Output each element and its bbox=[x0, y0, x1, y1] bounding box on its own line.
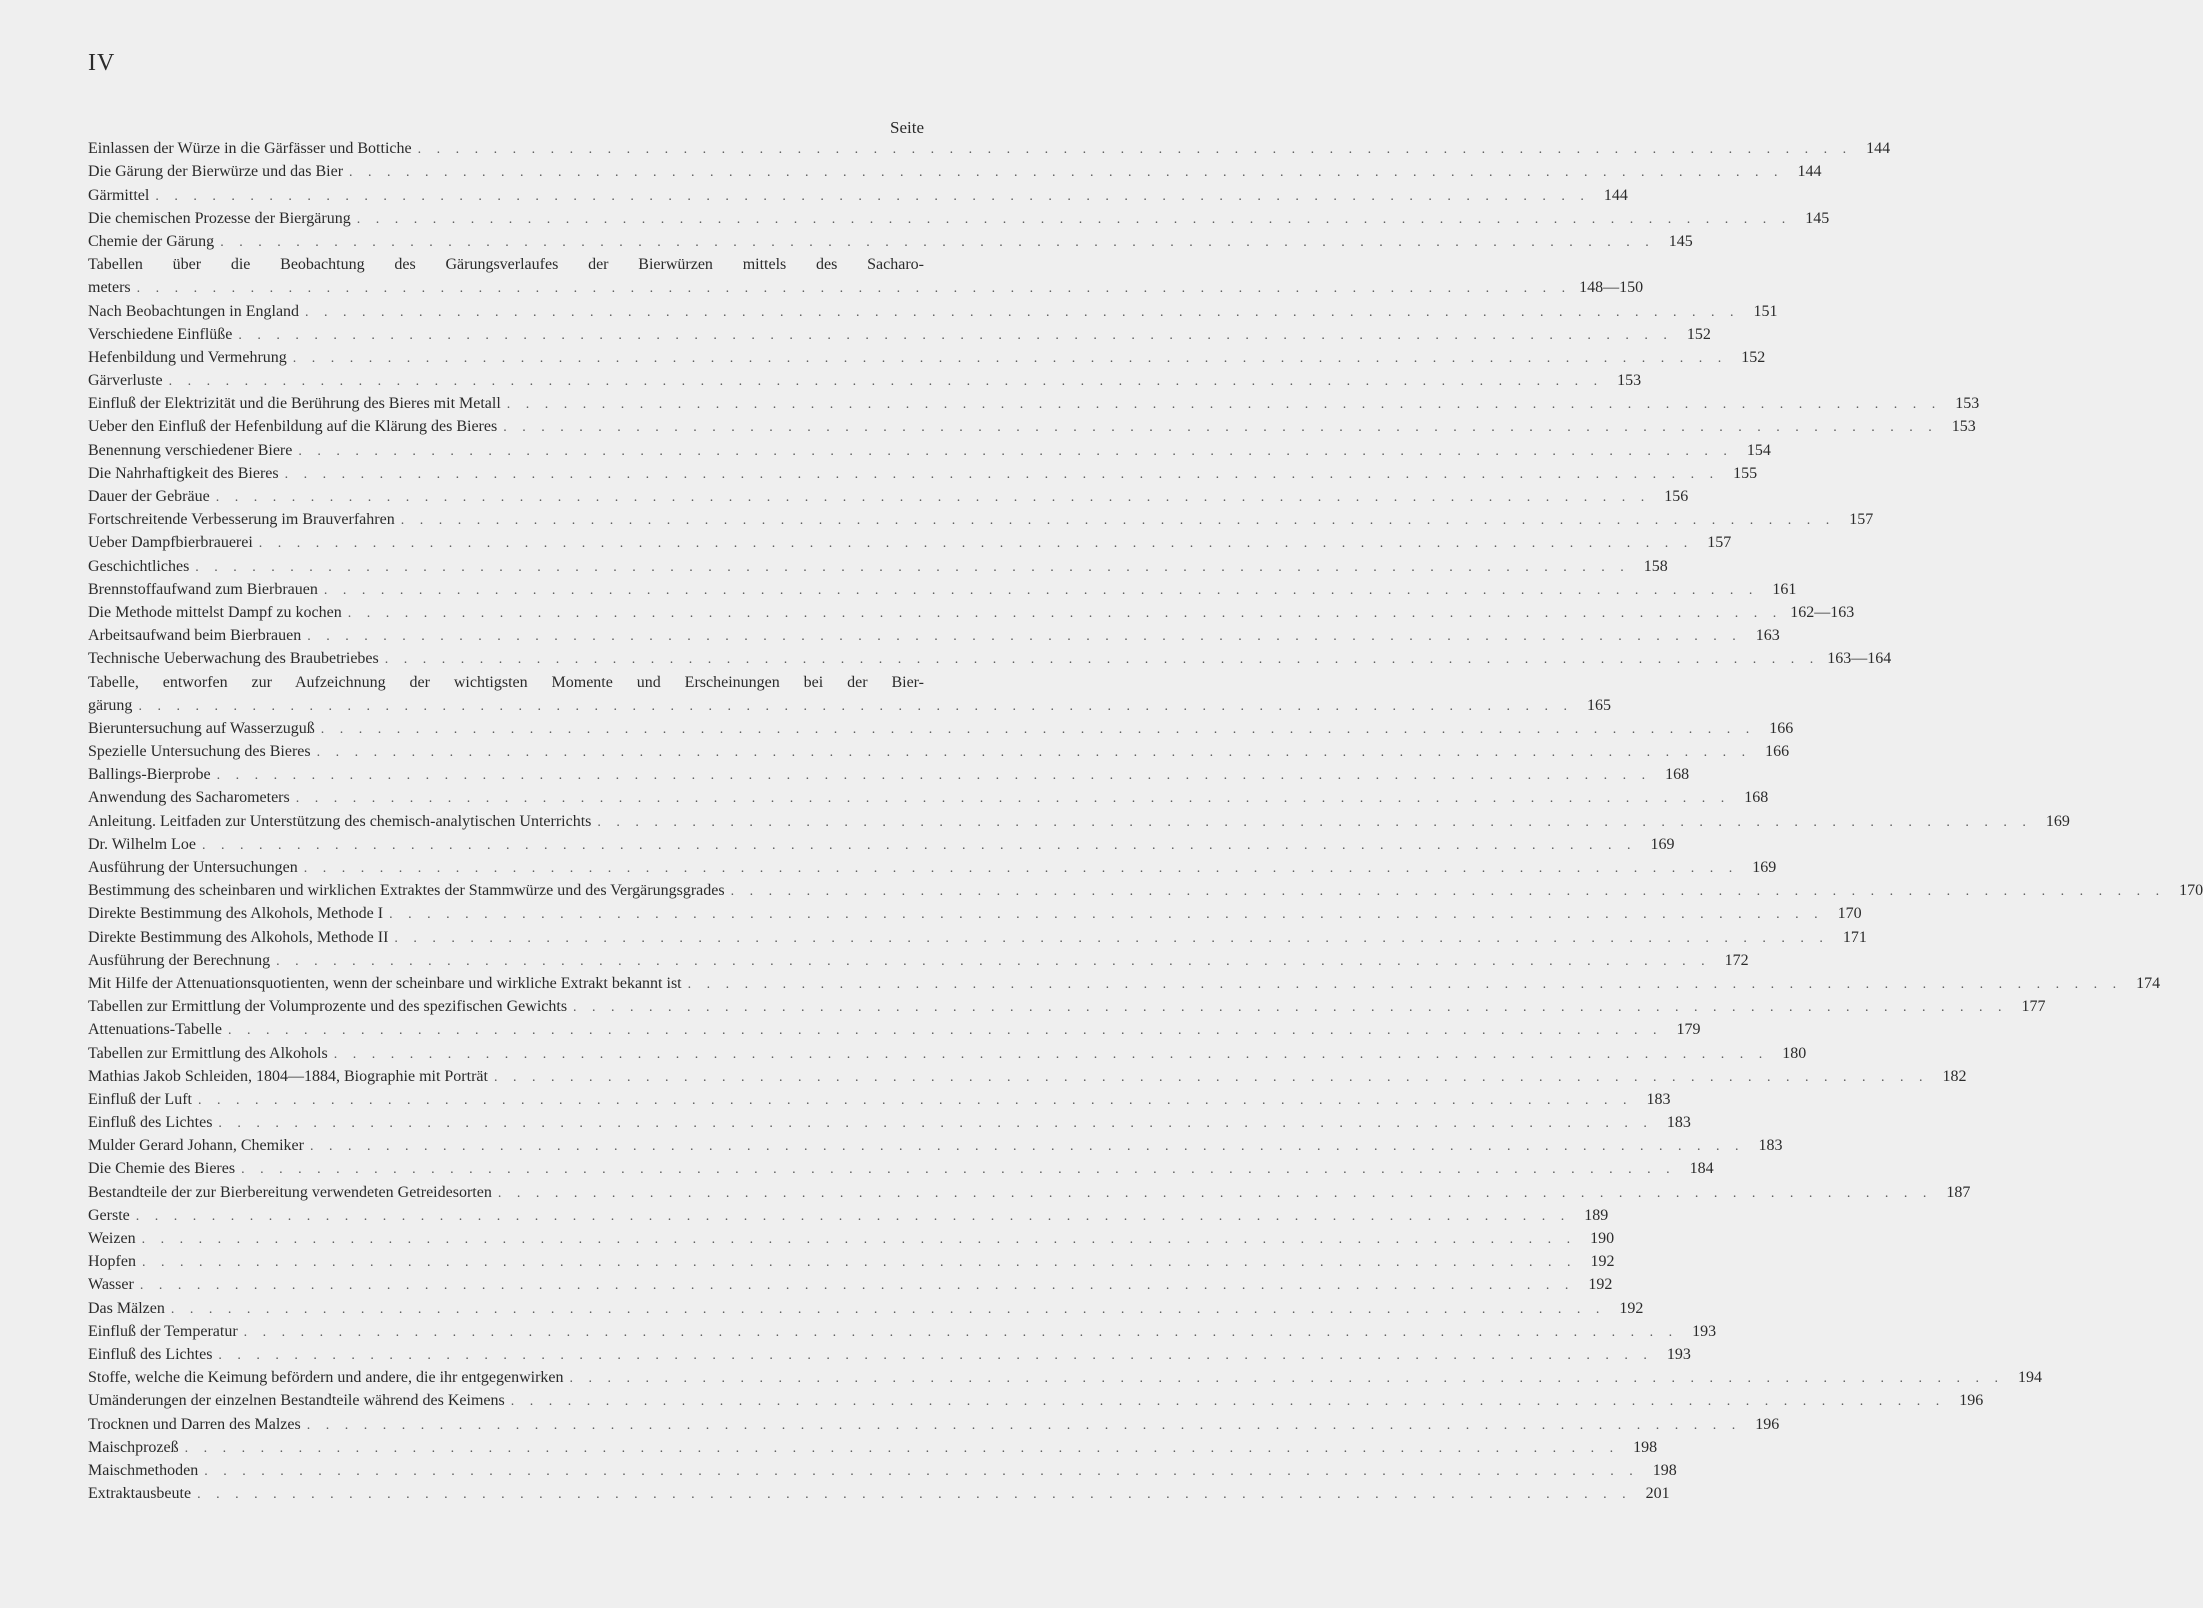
toc-entry bbox=[88, 553, 1668, 576]
toc-entry-title: Extraktausbeute bbox=[88, 1485, 192, 1503]
toc-entry-page: 184 bbox=[1689, 1160, 1714, 1178]
toc-entry bbox=[88, 1342, 1691, 1365]
toc-entry-page: 194 bbox=[2018, 1369, 2043, 1387]
toc-entry-title: Bestimmung des scheinbaren und wirklichen Extraktes der Stammwürze und des Vergärungsgrades bbox=[88, 882, 725, 900]
toc-entry-page: 158 bbox=[1643, 557, 1668, 575]
dot-leader bbox=[276, 953, 1711, 971]
toc-entry-page: 144 bbox=[1797, 163, 1822, 181]
toc-entry-page: 151 bbox=[1753, 302, 1778, 320]
toc-entry-page: 165 bbox=[1586, 696, 1611, 714]
dot-leader bbox=[197, 1486, 1632, 1504]
toc-entry-page: 168 bbox=[1744, 789, 1769, 807]
toc-entry-title: Arbeitsaufwand beim Bierbrauen bbox=[88, 627, 302, 645]
toc-entry bbox=[88, 484, 1689, 507]
page-number: IV bbox=[88, 50, 116, 76]
toc-entry-page: 196 bbox=[1959, 1392, 1984, 1410]
toc-entry-page: 189 bbox=[1584, 1206, 1609, 1224]
toc-entry-title: Gärmittel bbox=[88, 186, 150, 204]
dot-leader bbox=[138, 698, 1573, 716]
toc-entry bbox=[88, 345, 1766, 368]
toc-entry-title: Ausführung der Untersuchungen bbox=[88, 859, 298, 876]
dot-leader bbox=[401, 512, 1836, 530]
toc-entry bbox=[88, 1087, 1671, 1110]
toc-entry bbox=[88, 901, 1862, 924]
dot-leader bbox=[285, 466, 1720, 484]
toc-entry-title: Ueber den Einfluß der Hefenbildung auf die Klärung des Bieres bbox=[88, 418, 498, 436]
toc-entry-title: meters bbox=[88, 279, 131, 297]
toc-entry bbox=[88, 577, 1797, 600]
toc-entry bbox=[88, 159, 1822, 182]
toc-entry-title: Direkte Bestimmung des Alkohols, Methode II bbox=[88, 928, 389, 946]
toc-entry bbox=[88, 762, 1690, 785]
toc-entry-page: 161 bbox=[1772, 580, 1797, 598]
dot-leader bbox=[357, 211, 1792, 229]
toc-entry-title: Fortschreitende Verbesserung im Brauverfahren bbox=[88, 511, 395, 529]
dot-leader bbox=[140, 1277, 1575, 1295]
toc-entry-title: Nach Beobachtungen in England bbox=[88, 302, 300, 320]
dot-leader bbox=[218, 1115, 1653, 1133]
toc-entry bbox=[88, 948, 1749, 971]
toc-entry bbox=[88, 808, 2070, 831]
toc-entry-page: 182 bbox=[1942, 1067, 1967, 1085]
toc-entry-title: gärung bbox=[88, 696, 133, 714]
dot-leader bbox=[137, 280, 1572, 298]
dot-leader bbox=[220, 234, 1655, 252]
toc-entry bbox=[88, 368, 1642, 391]
dot-leader bbox=[310, 1138, 1745, 1156]
dot-leader bbox=[296, 790, 1731, 808]
toc-entry bbox=[88, 600, 1855, 623]
toc-entry bbox=[88, 252, 924, 275]
dot-leader bbox=[570, 1370, 2005, 1388]
toc-entry-title: Direkte Bestimmung des Alkohols, Methode I bbox=[88, 905, 384, 923]
dot-leader bbox=[511, 1393, 1946, 1411]
toc-entry-title: Mit Hilfe der Attenuationsquotienten, wenn der scheinbare und wirkliche Extrakt bekannt ist bbox=[88, 974, 682, 992]
toc-entry-page: 144 bbox=[1603, 186, 1628, 204]
toc-entry-page: 174 bbox=[2136, 974, 2161, 992]
page-column-label: Seite bbox=[890, 118, 924, 137]
toc-entry bbox=[88, 298, 1778, 321]
toc-entry-title: Maischprozeß bbox=[88, 1438, 179, 1456]
toc-entry-page: 177 bbox=[2021, 998, 2046, 1016]
dot-leader bbox=[507, 396, 1942, 414]
dot-leader bbox=[238, 327, 1673, 345]
toc-entry-title: Die Methode mittelst Dampf zu kochen bbox=[88, 603, 342, 621]
toc-entry-title: Verschiedene Einflüße bbox=[88, 325, 233, 343]
toc-entry-title: Umänderungen der einzelnen Bestandteile während des Keimens bbox=[88, 1392, 505, 1410]
toc-entry bbox=[88, 693, 1611, 716]
dot-leader bbox=[142, 1231, 1577, 1249]
toc-entry bbox=[88, 1156, 1714, 1179]
toc-entry-page: 154 bbox=[1746, 441, 1771, 459]
toc-entry-title: Maischmethoden bbox=[88, 1461, 199, 1479]
toc-entry bbox=[88, 1388, 1984, 1411]
toc-entry-title: Die Gärung der Bierwürze und das Bier bbox=[88, 163, 344, 181]
toc-entry bbox=[88, 1040, 1807, 1063]
toc-entry-title: Einfluß des Lichtes bbox=[88, 1345, 213, 1363]
toc-entry-page: 193 bbox=[1692, 1322, 1717, 1340]
toc-entry-title: Geschichtliches bbox=[88, 557, 190, 575]
toc-entry bbox=[88, 855, 1777, 878]
dot-leader bbox=[171, 1301, 1606, 1319]
toc-entry-page: 192 bbox=[1590, 1253, 1615, 1271]
toc-entry-title: Einlassen der Würze in die Gärfässer und Bottiche bbox=[88, 140, 412, 158]
dot-leader bbox=[389, 906, 1824, 924]
toc-entry-title: Benennung verschiedener Biere bbox=[88, 441, 293, 459]
toc-entry-page: 148—150 bbox=[1579, 279, 1644, 297]
toc-entry bbox=[88, 924, 1867, 947]
dot-leader bbox=[307, 1417, 1742, 1435]
toc-entry-title: Die Nahrhaftigkeit des Bieres bbox=[88, 464, 279, 482]
toc-entry-page: 157 bbox=[1849, 511, 1874, 529]
toc-entry-title: Dauer der Gebräue bbox=[88, 488, 210, 505]
toc-entry-title: Einfluß der Luft bbox=[88, 1090, 192, 1108]
toc-entry bbox=[88, 1458, 1677, 1481]
toc-entry bbox=[88, 1110, 1691, 1133]
toc-entry-page: 145 bbox=[1805, 209, 1830, 227]
toc-entry bbox=[88, 1226, 1615, 1249]
toc-entry bbox=[88, 391, 1980, 414]
toc-entry bbox=[88, 1272, 1613, 1295]
dot-leader bbox=[228, 1022, 1663, 1040]
toc-entry-title: Mulder Gerard Johann, Chemiker bbox=[88, 1137, 304, 1155]
toc-entry-title: Einfluß des Lichtes bbox=[88, 1114, 213, 1132]
dot-leader bbox=[305, 304, 1740, 322]
toc-entry-title: Tabellen zur Ermittlung des Alkohols bbox=[88, 1044, 328, 1062]
toc-entry-page: 163 bbox=[1755, 627, 1780, 645]
toc-entry bbox=[88, 1435, 1658, 1458]
toc-entry-title: Trocknen und Darren des Malzes bbox=[88, 1415, 301, 1433]
toc-entry-title: Ausführung der Berechnung bbox=[88, 951, 271, 969]
toc-entry-page: 193 bbox=[1666, 1345, 1691, 1363]
toc-entry bbox=[88, 437, 1771, 460]
toc-entry-page: 192 bbox=[1619, 1299, 1644, 1317]
toc-entry bbox=[88, 971, 2161, 994]
toc-entry-title: Das Mälzen bbox=[88, 1299, 165, 1317]
toc-entry-title: Die chemischen Prozesse der Biergärung bbox=[88, 209, 351, 227]
toc-entry bbox=[88, 623, 1780, 646]
toc-entry-title: Tabellen zur Ermittlung der Volumprozente und des spezifischen Gewichts bbox=[88, 998, 568, 1016]
toc-entry bbox=[88, 739, 1790, 762]
toc-entry-page: 179 bbox=[1676, 1021, 1701, 1039]
dot-leader bbox=[494, 1069, 1929, 1087]
toc-entry-page: 171 bbox=[1842, 928, 1867, 946]
toc-entry bbox=[88, 1203, 1609, 1226]
dot-leader bbox=[169, 373, 1604, 391]
toc-entry bbox=[88, 229, 1693, 252]
toc-entry-page: 152 bbox=[1686, 325, 1711, 343]
dot-leader bbox=[385, 651, 1820, 669]
toc-entry-page: 183 bbox=[1646, 1090, 1671, 1108]
toc-entry bbox=[88, 136, 1891, 159]
dot-leader bbox=[573, 999, 2008, 1017]
toc-entry-title: Technische Ueberwachung des Braubetriebes bbox=[88, 650, 379, 668]
toc-entry bbox=[88, 1179, 1971, 1202]
toc-entry bbox=[88, 878, 2203, 901]
toc-entry bbox=[88, 1411, 1780, 1434]
toc-entry bbox=[88, 832, 1675, 855]
toc-entry-title: Chemie der Gärung bbox=[88, 232, 215, 250]
toc-entry bbox=[88, 275, 1644, 298]
toc-entry-title: Ueber Dampfbierbrauerei bbox=[88, 534, 253, 552]
toc-entry-page: 183 bbox=[1758, 1137, 1783, 1155]
toc-entry-title: Einfluß der Temperatur bbox=[88, 1322, 238, 1340]
toc-entry-title: Hefenbildung und Vermehrung bbox=[88, 348, 287, 366]
toc-entry bbox=[88, 322, 1711, 345]
toc-entry-title: Bieruntersuchung auf Wasserzuguß bbox=[88, 719, 315, 737]
toc-entry-page: 170 bbox=[2179, 882, 2203, 900]
toc-entry-title: Brennstoffaufwand zum Bierbrauen bbox=[88, 580, 318, 598]
toc-entry bbox=[88, 1295, 1644, 1318]
dot-leader bbox=[321, 721, 1756, 739]
dot-leader bbox=[195, 559, 1630, 577]
toc-entry bbox=[88, 1017, 1701, 1040]
toc-entry-title: Mathias Jakob Schleiden, 1804—1884, Biographie mit Porträt bbox=[88, 1067, 488, 1085]
toc-entry bbox=[88, 785, 1769, 808]
dot-leader bbox=[498, 1185, 1933, 1203]
toc-entry-title: Hopfen bbox=[88, 1253, 136, 1271]
toc-entry bbox=[88, 461, 1758, 484]
toc-entry-page: 169 bbox=[2045, 812, 2070, 830]
toc-entry-page: 172 bbox=[1724, 951, 1749, 969]
toc-entry-title: Einfluß der Elektrizität und die Berührung des Bieres mit Metall bbox=[88, 395, 501, 413]
dot-leader bbox=[244, 1324, 1679, 1342]
toc-entry-page: 180 bbox=[1782, 1044, 1807, 1062]
toc-entry-page: 166 bbox=[1769, 719, 1794, 737]
toc-entry-title: Spezielle Untersuchung des Bieres bbox=[88, 743, 311, 761]
toc-entry-page: 163—164 bbox=[1827, 650, 1892, 668]
toc-entry bbox=[88, 1365, 2043, 1388]
dot-leader bbox=[241, 1161, 1676, 1179]
toc-entry bbox=[88, 414, 1976, 437]
dot-leader bbox=[217, 767, 1652, 785]
dot-leader bbox=[136, 1208, 1571, 1226]
dot-leader bbox=[259, 535, 1694, 553]
toc-entry-page: 169 bbox=[1650, 835, 1675, 853]
toc-entry-page: 201 bbox=[1645, 1485, 1670, 1503]
toc-entry bbox=[88, 507, 1874, 530]
toc-entry-title: Dr. Wilhelm Loe bbox=[88, 835, 196, 853]
toc-entry-page: 190 bbox=[1590, 1230, 1615, 1247]
toc-entry-title: Attenuations-Tabelle bbox=[88, 1021, 222, 1039]
toc-entry bbox=[88, 1249, 1615, 1272]
toc-entry-page: 155 bbox=[1733, 464, 1758, 482]
table-of-contents bbox=[88, 136, 2203, 1504]
dot-leader bbox=[503, 419, 1938, 437]
toc-entry-page: 170 bbox=[1837, 905, 1862, 923]
toc-entry-page: 168 bbox=[1665, 766, 1690, 784]
toc-entry-title: Gärverluste bbox=[88, 372, 163, 390]
toc-entry-page: 144 bbox=[1866, 140, 1891, 158]
toc-entry bbox=[88, 1064, 1967, 1087]
toc-entry-title: Bestandteile der zur Bierbereitung verwendeten Getreidesorten bbox=[88, 1183, 492, 1201]
dot-leader bbox=[304, 860, 1739, 878]
toc-entry-title: Anwendung des Sacharometers bbox=[88, 789, 290, 807]
toc-entry-title: Ballings-Bierprobe bbox=[88, 766, 211, 784]
toc-entry bbox=[88, 182, 1628, 205]
toc-entry-page: 157 bbox=[1707, 534, 1732, 552]
toc-entry bbox=[88, 994, 2046, 1017]
dot-leader bbox=[317, 744, 1752, 762]
dot-leader bbox=[348, 605, 1783, 623]
dot-leader bbox=[394, 930, 1829, 948]
toc-entry bbox=[88, 1481, 1670, 1504]
toc-entry bbox=[88, 669, 924, 692]
toc-entry-page: 145 bbox=[1668, 232, 1693, 250]
dot-leader bbox=[688, 976, 2123, 994]
toc-entry-page: 153 bbox=[1617, 372, 1642, 390]
toc-entry-page: 152 bbox=[1741, 348, 1766, 366]
toc-entry-title: Tabelle, entworfen zur Aufzeichnung der wichtigsten Momente und Erscheinungen bei der Bier- bbox=[88, 673, 924, 691]
dot-leader bbox=[324, 582, 1759, 600]
toc-entry bbox=[88, 716, 1794, 739]
toc-entry-page: 198 bbox=[1633, 1438, 1658, 1456]
toc-entry-page: 198 bbox=[1652, 1461, 1677, 1479]
dot-leader bbox=[185, 1440, 1620, 1458]
toc-entry-title: Tabellen über die Beobachtung des Gärungsverlaufes der Bierwürzen mittels des Sacharo- bbox=[88, 256, 924, 274]
toc-entry-title: Stoffe, welche die Keimung befördern und andere, die ihr entgegenwirken bbox=[88, 1369, 564, 1387]
toc-entry-page: 183 bbox=[1666, 1114, 1691, 1132]
dot-leader bbox=[216, 489, 1651, 507]
toc-entry-page: 192 bbox=[1588, 1276, 1613, 1294]
toc-entry-title: Die Chemie des Bieres bbox=[88, 1160, 236, 1178]
dot-leader bbox=[731, 883, 2166, 901]
dot-leader bbox=[293, 350, 1728, 368]
dot-leader bbox=[349, 164, 1784, 182]
toc-entry-title: Gerste bbox=[88, 1206, 130, 1224]
toc-entry bbox=[88, 530, 1732, 553]
toc-entry-title: Anleitung. Leitfaden zur Unterstützung des chemisch-analytischen Unterrichts bbox=[88, 812, 592, 830]
dot-leader bbox=[142, 1254, 1577, 1272]
dot-leader bbox=[307, 628, 1742, 646]
dot-leader bbox=[198, 1092, 1633, 1110]
toc-entry bbox=[88, 1319, 1717, 1342]
toc-entry bbox=[88, 1133, 1783, 1156]
toc-entry-page: 153 bbox=[1955, 395, 1980, 413]
dot-leader bbox=[202, 837, 1637, 855]
toc-entry-page: 187 bbox=[1946, 1183, 1971, 1201]
toc-entry-page: 166 bbox=[1765, 743, 1790, 761]
toc-entry-page: 156 bbox=[1664, 488, 1689, 505]
toc-entry-page: 162—163 bbox=[1790, 603, 1855, 621]
toc-entry bbox=[88, 646, 1892, 669]
toc-entry-page: 169 bbox=[1752, 859, 1777, 876]
toc-entry-page: 196 bbox=[1755, 1415, 1780, 1433]
dot-leader bbox=[597, 814, 2032, 832]
dot-leader bbox=[204, 1463, 1639, 1481]
dot-leader bbox=[155, 188, 1590, 206]
dot-leader bbox=[218, 1347, 1653, 1365]
dot-leader bbox=[334, 1046, 1769, 1064]
dot-leader bbox=[298, 443, 1733, 461]
toc-entry-page: 153 bbox=[1951, 418, 1976, 436]
toc-entry-title: Weizen bbox=[88, 1230, 136, 1247]
dot-leader bbox=[418, 141, 1853, 159]
toc-entry-title: Wasser bbox=[88, 1276, 134, 1294]
toc-entry bbox=[88, 206, 1830, 229]
